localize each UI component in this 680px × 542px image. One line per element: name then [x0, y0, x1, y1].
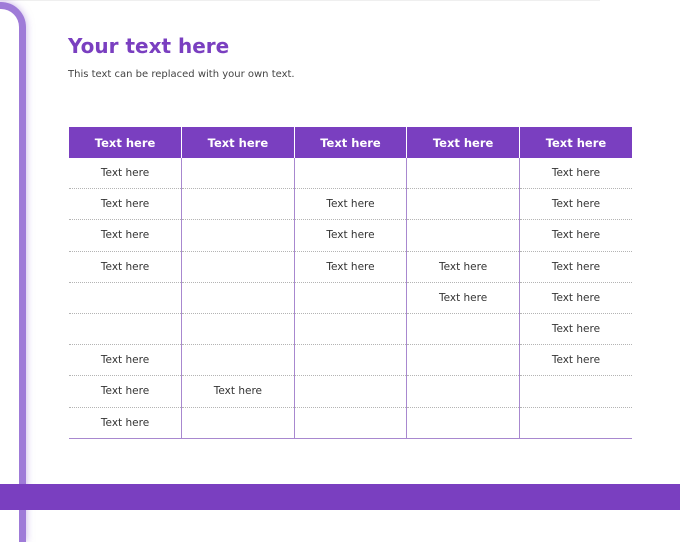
footer-accent-bar [0, 484, 680, 510]
table-row [69, 158, 632, 189]
table-cell[interactable] [294, 313, 407, 344]
table-cell[interactable] [182, 189, 295, 220]
table-cell[interactable] [182, 251, 295, 282]
table-cell[interactable] [182, 282, 295, 313]
table-cell[interactable] [407, 220, 520, 251]
column-header[interactable]: Text here [519, 127, 632, 158]
table-row [69, 376, 632, 407]
table-cell[interactable] [407, 407, 520, 438]
table-cell[interactable] [182, 345, 295, 376]
table-cell[interactable]: Text here [69, 189, 182, 220]
column-header[interactable]: Text here [182, 127, 295, 158]
table-cell[interactable]: Text here [69, 158, 182, 189]
table-cell[interactable]: Text here [182, 376, 295, 407]
table-header-row [69, 127, 632, 158]
table-cell[interactable] [407, 158, 520, 189]
top-divider [0, 0, 600, 1]
table-cell[interactable] [519, 376, 632, 407]
table-row [69, 313, 632, 344]
table-row [69, 282, 632, 313]
table-row [69, 220, 632, 251]
table-cell[interactable] [69, 282, 182, 313]
table-cell[interactable]: Text here [69, 345, 182, 376]
slide-title[interactable]: Your text here [68, 34, 230, 58]
table-cell[interactable]: Text here [294, 251, 407, 282]
table-row [69, 345, 632, 376]
table-cell[interactable]: Text here [69, 220, 182, 251]
table-cell[interactable]: Text here [69, 376, 182, 407]
data-table [69, 127, 632, 439]
table-cell[interactable]: Text here [519, 345, 632, 376]
table-cell[interactable] [182, 220, 295, 251]
table-cell[interactable] [407, 345, 520, 376]
table-cell[interactable]: Text here [69, 251, 182, 282]
table-cell[interactable] [182, 313, 295, 344]
table-cell[interactable] [407, 313, 520, 344]
table-cell[interactable]: Text here [519, 251, 632, 282]
table-cell[interactable]: Text here [519, 189, 632, 220]
table-cell[interactable]: Text here [407, 282, 520, 313]
table-cell[interactable]: Text here [519, 282, 632, 313]
column-header[interactable]: Text here [407, 127, 520, 158]
slide-subtitle[interactable]: This text can be replaced with your own text. [68, 69, 295, 80]
table-cell[interactable] [182, 158, 295, 189]
table-row [69, 189, 632, 220]
table-cell[interactable]: Text here [519, 313, 632, 344]
table-row [69, 407, 632, 438]
table-cell[interactable] [294, 407, 407, 438]
column-header[interactable]: Text here [294, 127, 407, 158]
table-row [69, 251, 632, 282]
table-cell[interactable] [69, 313, 182, 344]
decorative-arch [0, 2, 26, 542]
table-cell[interactable]: Text here [407, 251, 520, 282]
table-cell[interactable]: Text here [294, 220, 407, 251]
table-cell[interactable]: Text here [69, 407, 182, 438]
table-cell[interactable] [407, 376, 520, 407]
table-cell[interactable] [294, 345, 407, 376]
table-cell[interactable] [294, 158, 407, 189]
table-cell[interactable]: Text here [519, 220, 632, 251]
table-cell[interactable] [294, 282, 407, 313]
table-cell[interactable]: Text here [294, 189, 407, 220]
table-cell[interactable]: Text here [519, 158, 632, 189]
table-cell[interactable] [182, 407, 295, 438]
table-cell[interactable] [407, 189, 520, 220]
column-header[interactable]: Text here [69, 127, 182, 158]
table-cell[interactable] [294, 376, 407, 407]
table-cell[interactable] [519, 407, 632, 438]
